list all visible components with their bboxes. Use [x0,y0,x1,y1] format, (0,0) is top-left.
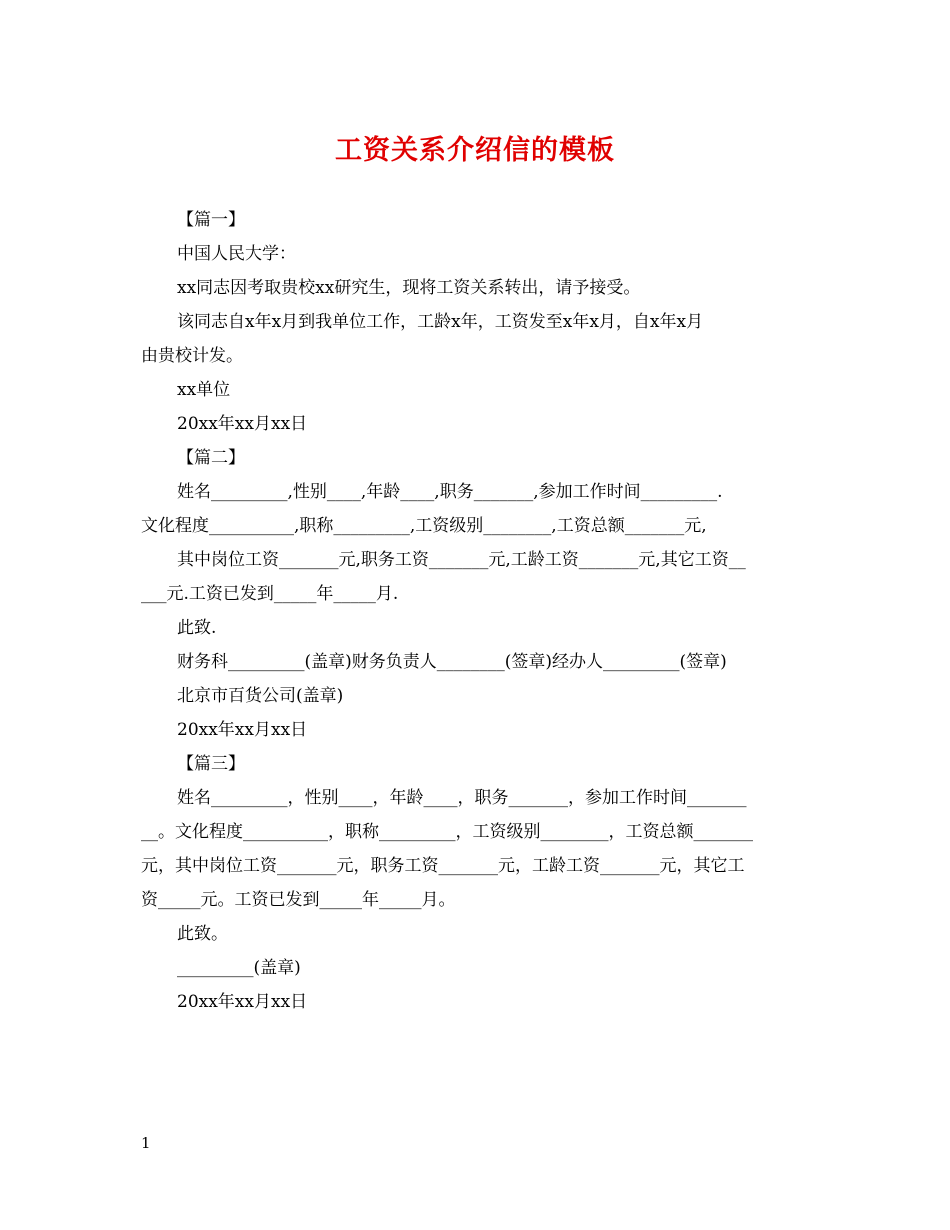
section3-line-4: 资_____元。工资已发到_____年_____月。 [141,890,456,910]
section1-date: 20xx年xx月xx日 [177,414,308,434]
section2-line-3: 其中岗位工资_______元,职务工资_______元,工龄工资_______元,其它工资__ [177,550,746,570]
section3-closing: 此致。 [177,924,228,944]
section2-signatures: 财务科_________(盖章)财务负责人________(签章)经办人_________(签章) [177,652,727,672]
section3-line-3: 元，其中岗位工资_______元，职务工资_______元，工龄工资_______元，其它工 [141,856,745,876]
section3-heading: 【篇三】 [177,754,245,774]
section2-line-4: ___元.工资已发到_____年_____月. [141,584,399,604]
page-number: 1 [141,1134,151,1152]
section2-line-2: 文化程度__________,职称_________,工资级别________,工资总额_______元, [141,516,707,536]
section2-company: 北京市百货公司(盖章) [177,686,344,706]
document-body [141,203,813,1019]
section2-closing: 此致. [177,618,217,638]
section3-line-2: __。文化程度__________，职称_________，工资级别________，工资总额_______ [141,822,753,842]
section3-seal: _________(盖章) [177,958,301,978]
section3-date: 20xx年xx月xx日 [177,992,308,1012]
section3-line-1: 姓名_________，性别____，年龄____，职务_______，参加工作时间_______ [177,788,747,808]
section1-paragraph-2a: 该同志自x年x月到我单位工作，工龄x年，工资发至x年x月，自x年x月 [177,312,704,332]
section1-recipient: 中国人民大学： [177,244,296,264]
section1-heading: 【篇一】 [177,210,245,230]
section1-paragraph-2b: 由贵校计发。 [141,346,243,366]
section2-heading: 【篇二】 [177,448,245,468]
section2-line-1: 姓名_________,性别____,年龄____,职务_______,参加工作时间_________. [177,482,723,502]
document-title: 工资关系介绍信的模板 [335,135,615,166]
section1-org: xx单位 [177,380,231,400]
section1-paragraph-1: xx同志因考取贵校xx研究生，现将工资关系转出，请予接受。 [177,278,641,298]
section2-date: 20xx年xx月xx日 [177,720,308,740]
